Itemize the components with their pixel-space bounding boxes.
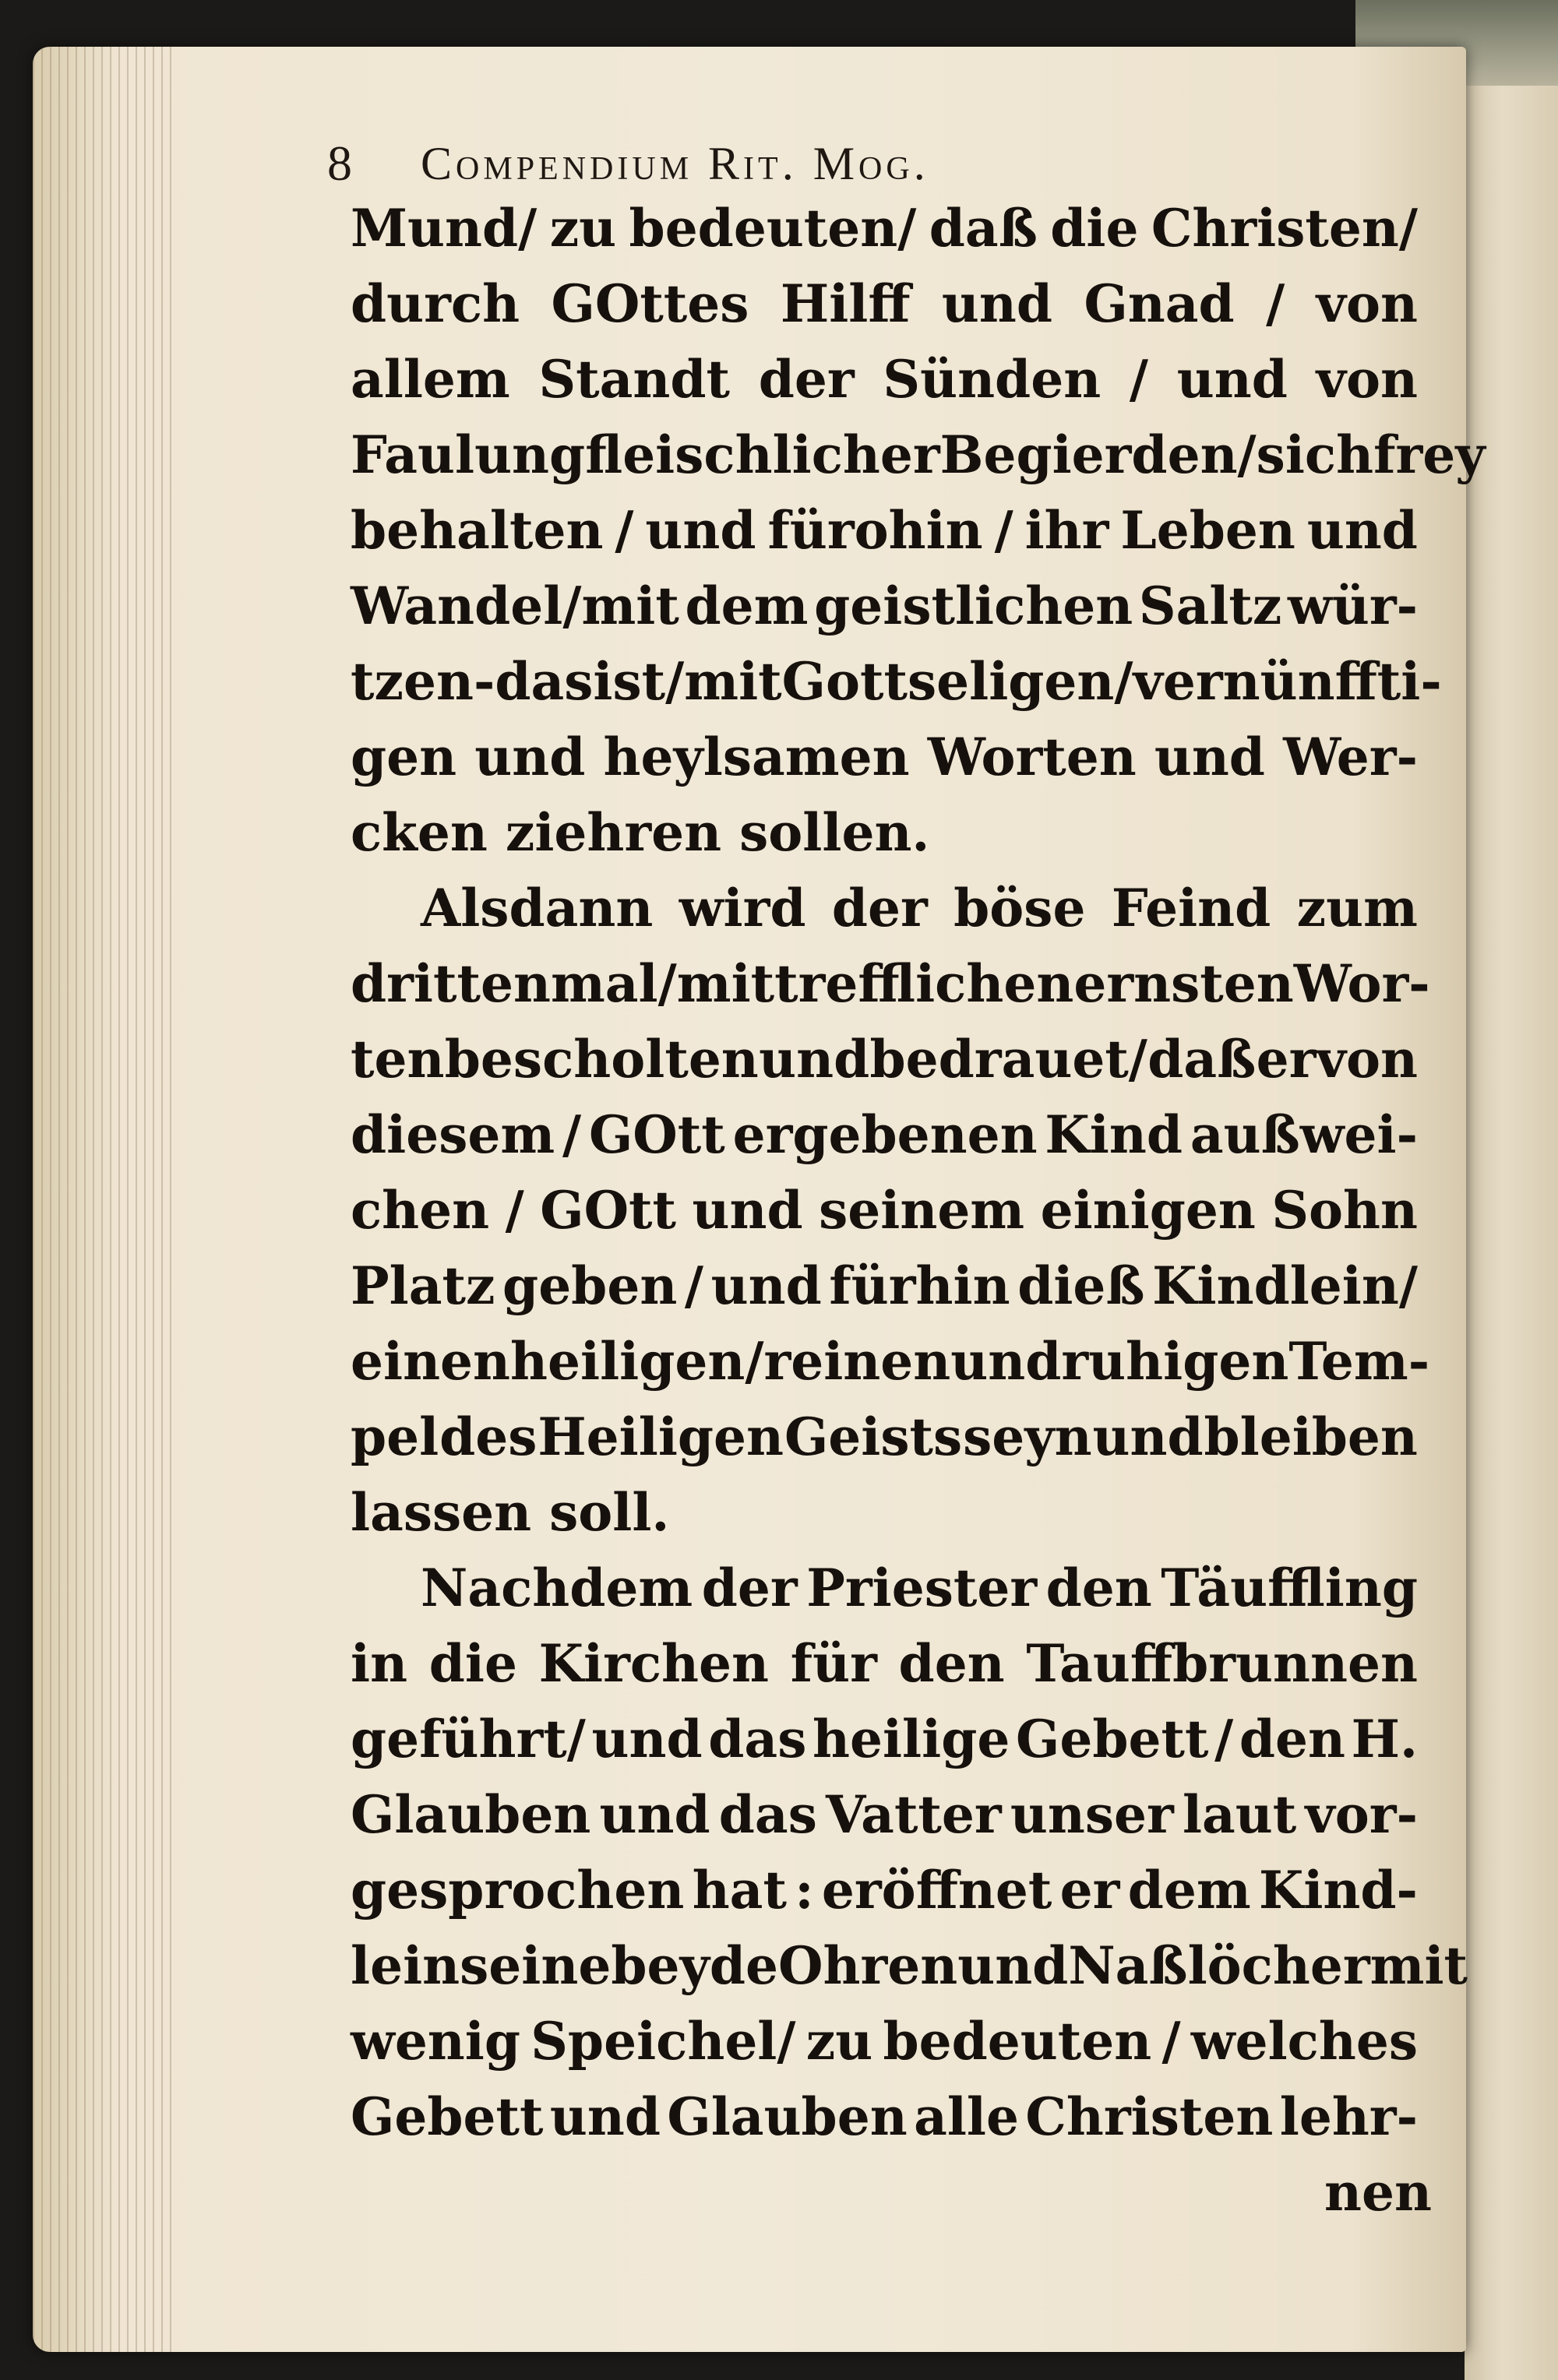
catchword: nen bbox=[1324, 2162, 1432, 2223]
text-line: Wandel/mit dem geistlichen Saltz wür- bbox=[351, 576, 1418, 636]
text-line: gesprochen hat : eröffnet er dem Kind- bbox=[351, 1860, 1418, 1921]
text-line: Alsdann wird der böse Feind zum bbox=[421, 878, 1418, 938]
text-line: diesem / GOtt ergebenen Kind außwei- bbox=[351, 1104, 1418, 1165]
text-line: chen / GOtt und seinem einigen Sohn bbox=[351, 1180, 1418, 1241]
text-line: behalten / und fürohin / ihr Leben und bbox=[351, 500, 1418, 561]
text-line: einen heiligen/reinen und ruhigen Tem- bbox=[351, 1331, 1430, 1392]
text-line: Gebett und Glauben alle Christen lehr- bbox=[351, 2086, 1418, 2147]
text-line: drittenmal/ mit trefflichen ernsten Wor- bbox=[351, 953, 1430, 1014]
text-line: Mund/ zu bedeuten/ daß die Christen/ bbox=[351, 198, 1418, 259]
adjacent-page bbox=[1465, 0, 1558, 2380]
text-line: gen und heylsamen Worten und Wer- bbox=[351, 727, 1418, 787]
text-line: durch GOttes Hilff und Gnad / von bbox=[351, 273, 1418, 334]
page-number: 8 bbox=[327, 136, 352, 191]
running-title: Compendium Rit. Mog. bbox=[421, 137, 929, 189]
text-line: Faulung fleischlicher Begierden/ sich frey bbox=[351, 424, 1486, 485]
text-line: ten bescholten und bedrauet/ daß er von bbox=[351, 1029, 1418, 1090]
text-line: cken ziehren sollen. bbox=[351, 802, 930, 863]
text-line: geführt/ und das heilige Gebett / den H. bbox=[351, 1709, 1418, 1769]
text-line: Glauben und das Vatter unser laut vor- bbox=[351, 1784, 1418, 1845]
text-line: allem Standt der Sünden / und von bbox=[351, 349, 1418, 410]
body-text bbox=[351, 191, 1486, 2155]
text-line: wenig Speichel/ zu bedeuten / welches bbox=[351, 2011, 1418, 2072]
text-line: pel des Heiligen Geists seyn und bleiben bbox=[351, 1407, 1418, 1467]
text-line: lein seine beyde Ohren und Naßlöcher mit bbox=[351, 1935, 1468, 1996]
text-line: tzen-das ist/mit Gottseligen/ vernünffti- bbox=[351, 651, 1442, 712]
page-edges bbox=[33, 47, 173, 2352]
text-line: Platz geben / und fürhin dieß Kindlein/ bbox=[351, 1255, 1418, 1316]
text-line: in die Kirchen für den Tauffbrunnen bbox=[351, 1633, 1418, 1694]
text-line: Nachdem der Priester den Täuffling bbox=[421, 1558, 1418, 1618]
text-line: lassen soll. bbox=[351, 1482, 670, 1543]
